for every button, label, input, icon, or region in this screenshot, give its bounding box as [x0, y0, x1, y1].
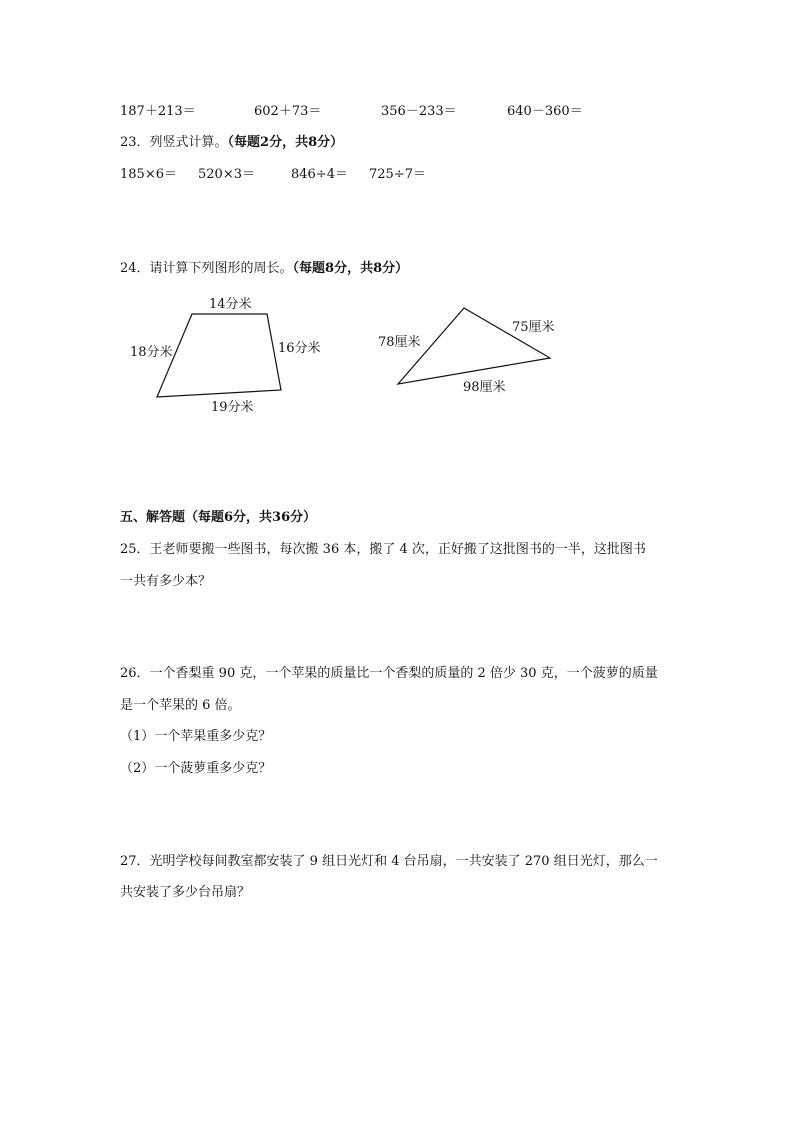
q25-line2: 一共有多少本？: [120, 574, 212, 589]
trapezoid-left-label: 18分米: [130, 345, 173, 360]
trapezoid-shape: [157, 314, 281, 397]
trapezoid-bottom-label: 19分米: [211, 400, 254, 415]
q26-sub2: （2）一个菠萝重多少克？: [120, 761, 272, 776]
triangle-left-label: 78厘米: [378, 335, 421, 350]
q23-item-4: 725÷7＝: [369, 167, 426, 182]
q22-expr-4: 640－360＝: [507, 104, 583, 119]
trapezoid-top-label: 14分米: [209, 297, 252, 312]
q23-item-3: 846÷4＝: [291, 167, 348, 182]
q22-expr-3: 356－233＝: [381, 104, 457, 119]
q27-line1: 27．光明学校每间教室都安装了 9 组日光灯和 4 台吊扇，一共安装了 270 组日光灯，那么一: [120, 854, 658, 869]
q24-title: 24．请计算下列图形的周长。: [120, 261, 293, 276]
triangle-right-label: 75厘米: [512, 320, 555, 335]
q23-item-1: 185×6＝: [120, 167, 177, 182]
q24-points: （每题8分，共8分）: [292, 261, 409, 276]
q26-line2: 是一个苹果的 6 倍。: [120, 698, 241, 713]
trapezoid-right-label: 16分米: [278, 341, 321, 356]
section5-title: 五、解答题（每题6分，共36分）: [120, 510, 317, 525]
q22-expr-1: 187＋213＝: [120, 104, 196, 119]
q24-figures: [0, 0, 794, 460]
q27-line2: 共安装了多少台吊扇？: [120, 885, 251, 900]
q23-points: （每题2分，共8分）: [227, 135, 344, 150]
q23-title: 23．列竖式计算。: [120, 135, 228, 150]
q22-expr-2: 602＋73＝: [254, 104, 322, 119]
q26-sub1: （1）一个苹果重多少克？: [120, 729, 272, 744]
q23-item-2: 520×3＝: [198, 167, 255, 182]
q26-line1: 26．一个香梨重 90 克，一个苹果的质量比一个香梨的质量的 2 倍少 30 克，一个菠萝的质量: [120, 666, 658, 681]
triangle-bottom-label: 98厘米: [463, 380, 506, 395]
q25-line1: 25．王老师要搬一些图书，每次搬 36 本，搬了 4 次，正好搬了这批图书的一半，这批图书: [120, 542, 646, 557]
